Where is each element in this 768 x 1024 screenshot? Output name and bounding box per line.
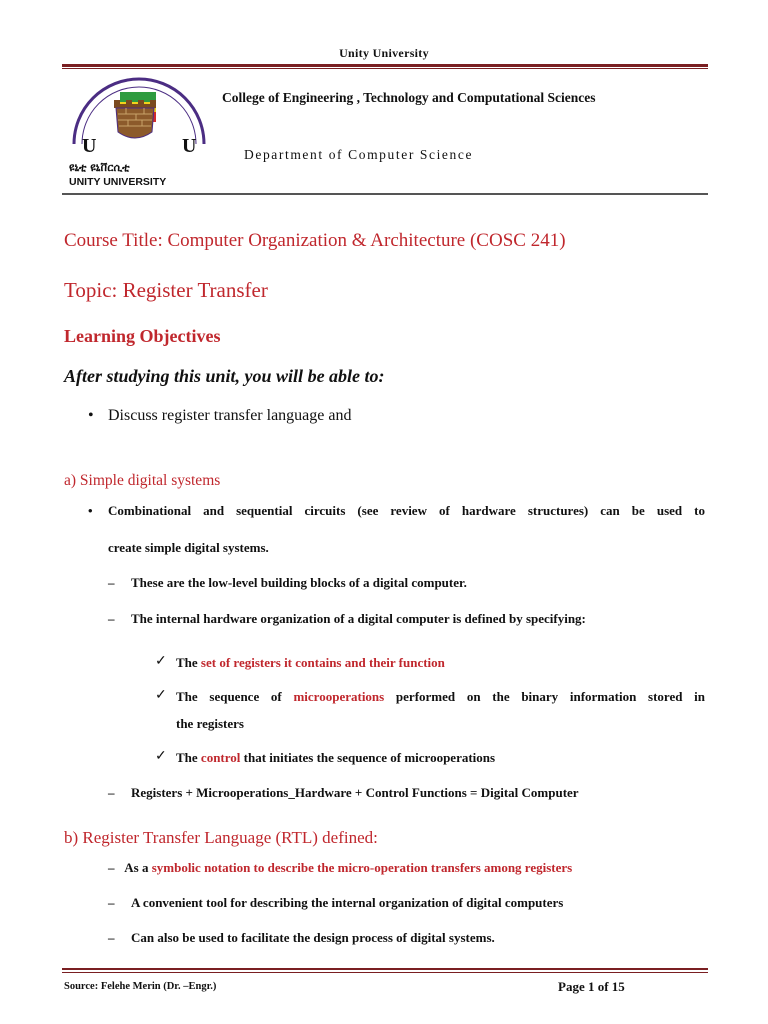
learning-objectives-heading: Learning Objectives xyxy=(64,326,221,346)
course-title: Course Title: Computer Organization & Architecture (COSC 241) xyxy=(64,230,566,251)
dash-marker: – xyxy=(108,930,115,945)
checkmark-icon: ✓ xyxy=(155,654,167,669)
university-logo xyxy=(64,72,214,190)
college-name: College of Engineering , Technology and Computational Sciences xyxy=(222,90,596,105)
header-bottom-rule xyxy=(62,193,708,195)
section-a-dash3: Registers + Microoperations_Hardware + Control Functions = Digital Computer xyxy=(131,785,579,800)
section-b-item2: A convenient tool for describing the internal organization of digital computers xyxy=(131,895,564,910)
header-rule-thin xyxy=(62,68,708,69)
logo-letter-left: U xyxy=(82,135,97,157)
check-item-2-cont: the registers xyxy=(176,716,244,731)
logo-english-text: UNITY UNIVERSITY xyxy=(69,176,167,188)
dash-marker: – xyxy=(108,611,115,626)
footer-rule-thin xyxy=(62,972,708,973)
objectives-intro: After studying this unit, you will be able to: xyxy=(64,366,385,386)
bullet-dot: • xyxy=(88,407,94,424)
dash-marker: – xyxy=(108,860,115,875)
objective-text: Discuss register transfer language and xyxy=(108,407,352,424)
dash-marker: – xyxy=(108,575,115,590)
checkmark-icon: ✓ xyxy=(155,688,167,703)
footer-source: Source: Felehe Merin (Dr. –Engr.) xyxy=(64,981,217,992)
checkmark-icon: ✓ xyxy=(155,749,167,764)
department-name: Department of Computer Science xyxy=(244,147,474,162)
topic-title: Topic: Register Transfer xyxy=(64,278,268,302)
check-item-2: The sequence of microoperations performed on the binary information stored in xyxy=(176,689,705,704)
check-item-3: The control that initiates the sequence of microoperations xyxy=(176,750,496,765)
section-a-dash1: These are the low-level building blocks of a digital computer. xyxy=(131,575,467,590)
logo-letter-right: U xyxy=(182,135,197,157)
footer-rule xyxy=(62,968,708,970)
bullet-dot: • xyxy=(88,503,93,518)
section-a-dash2: The internal hardware organization of a digital computer is defined by specifying: xyxy=(131,611,586,626)
dash-marker: – xyxy=(108,785,115,800)
dash-marker: – xyxy=(108,895,115,910)
page-number: Page 1 of 15 xyxy=(558,979,625,994)
section-b-item3: Can also be used to facilitate the design process of digital systems. xyxy=(131,930,495,945)
section-a-bullet-line1: Combinational and sequential circuits (see review of hardware structures) can be used to xyxy=(108,503,705,518)
university-header: Unity University xyxy=(339,46,429,60)
section-b-heading: b) Register Transfer Language (RTL) defined: xyxy=(64,828,378,847)
logo-amharic-text: ዩኒቲ ዩኒቨርሲቲ xyxy=(69,161,130,174)
header-rule xyxy=(62,64,708,67)
section-a-bullet-line2: create simple digital systems. xyxy=(108,540,269,555)
section-a-heading: a) Simple digital systems xyxy=(64,472,221,489)
check-item-1: The set of registers it contains and their function xyxy=(176,655,445,670)
section-b-item1: As a symbolic notation to describe the micro-operation transfers among registers xyxy=(124,860,573,875)
